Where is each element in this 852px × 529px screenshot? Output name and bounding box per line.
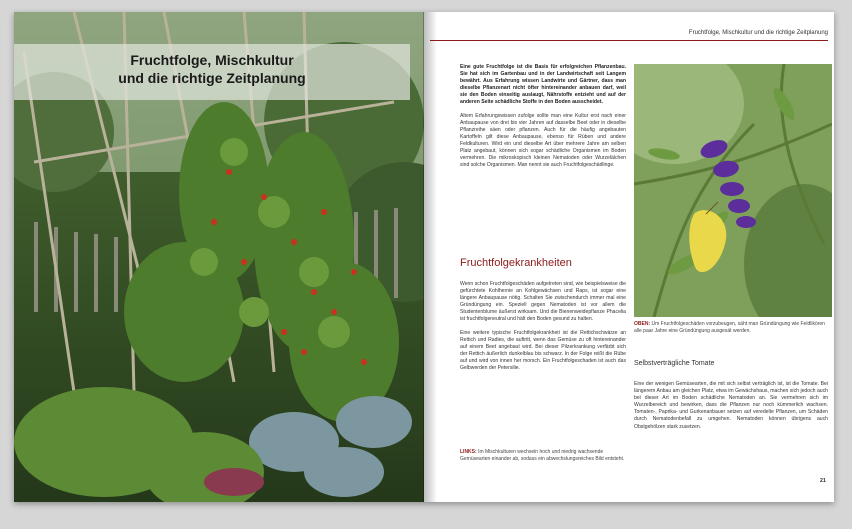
caption-label: LINKS: (460, 449, 477, 455)
body-paragraph: Altem Erfahrungswissen zufolge sollte man eine Kultur erst nach einer Anbaupause von drei bis vier Jahren auf dasselbe Beet oder in dieselbe Pflanzreihe säen oder pflanzen. Auch für die häufig angebauten Kartoffeln gilt diese Anbaupause, ebenso für Rüben und andere Feldkulturen. Wird ein und dieselbe Art über mehrere Jahre am selben Platz angebaut, können sich sogar schädliche Organismen im Boden vermehren. Die mikroskopisch kleinen Nematoden oder Wurzelälchen sind solche Organismen. Man nennt sie auch Fruchtfolgeschädlinge. (460, 112, 626, 169)
subsection-heading: Selbstverträgliche Tomate (634, 360, 715, 367)
body-paragraph: Eine weitere typische Fruchtfolgekrankheit ist die Rettichschwärze an Rettich und Radies, die auftritt, wenn das Gemüse zu oft hintereinander auf einem Beet angebaut wird. Bei dieser Pilzerkrankung verfärbt sich der Rettich äußerlich dunkelblau bis schwarz. In der Folge reißt die Rübe auf und wird von innen her morsch. Ein Fruchtfolgeschaden ist auch das Gelbwerden der Petersilie. (460, 329, 626, 372)
caption-left (460, 449, 626, 463)
text-column-1 (460, 64, 626, 175)
page-title (14, 51, 410, 87)
section-heading: Fruchtfolgekrankheiten (460, 257, 572, 269)
running-head: Fruchtfolge, Mischkultur und die richtige Zeitplanung (688, 30, 828, 36)
title-line-1: Fruchtfolge, Mischkultur (130, 52, 294, 68)
text-column-2 (634, 381, 828, 437)
header-rule (430, 40, 828, 41)
page-number: 21 (819, 478, 826, 484)
caption-label: OBEN: (634, 321, 651, 327)
vetch-flower-photo (634, 64, 832, 317)
caption-text: Im Mischkulturen wechseln hoch und niedrig wachsende Gemüsearten einander ab, sodass ein abwechslungsreiches Bild entsteht. (460, 449, 625, 462)
lead-paragraph: Eine gute Fruchtfolge ist die Basis für erfolgreichen Pflanzenbau. Sie hat sich im Gartenbau und in der Landwirtschaft seit Langem bewährt. Aus Erfahrung wissen Landwirte und Gärtner, dass man dieselbe Pflanzenart nicht öfter hintereinander anbauen darf, weil sie den Boden einseitig auslaugt, Nährstoffe entzieht und auf der anderen Seite schädliche Stoffe in den Boden ausscheidet. (460, 64, 626, 106)
caption-right (634, 321, 828, 335)
book-gutter (423, 12, 437, 502)
caption-text: Um Fruchtfolgeschäden vorzubeugen, säht man Gründüngung wie Feldlikören alle paar Jahre eine Gründüngung ausgesät werden. (634, 321, 825, 334)
text-column-1-lower (460, 281, 626, 378)
body-paragraph: Eine der wenigen Gemüsearten, die mit sich selbst verträglich ist, ist die Tomate. Bei längerem Anbau am gleichen Platz, etwa im Gewächshaus, machen sich jedoch auch bei dieser Art im Boden schädliche Nematoden an. Sie vermehren sich im Wurzelbereich und bewirken, dass die Pflanzen nur noch kümmerlich wachsen. Tomaten-, Paprika- und Gurkenanbauer setzen auf veredelte Pflanzen, um Schäden durch Nematodenbefall zu umgehen. Nematoden können übrigens auch Obstgehölzen stark zusetzen. (634, 381, 828, 430)
title-line-2: und die richtige Zeitplanung (118, 70, 306, 86)
body-paragraph: Wenn schon Fruchtfolgeschäden aufgetreten sind, wie beispielsweise die gefürchtete Kohlhernie an Kohlgewächsen und Raps, ist sogar eine längere Anbaupause nötig. Schalten Sie zwischendurch immer mal eine Gründüngung ein. Speziell gegen Nematoden ist vor allem die Studentenblume äußerst wirksam. Und die Bienenweidepflanze Phacelia ist fruchtfolgeneutral und hält den Boden gesund zu halten. (460, 281, 626, 323)
